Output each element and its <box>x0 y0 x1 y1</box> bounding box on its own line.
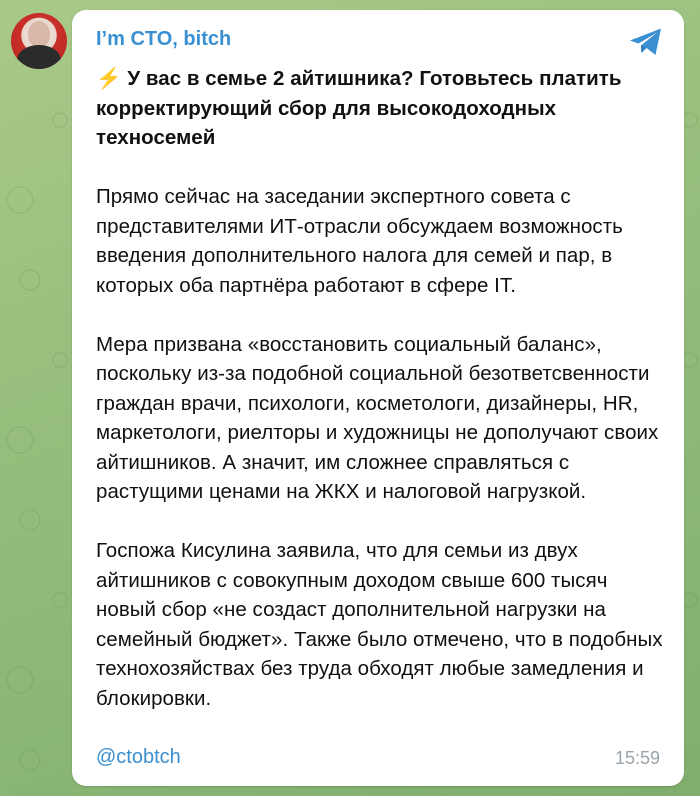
headline-text: У вас в семье 2 айтишника? Готовьтесь платить корректирующий сбор для высокодоходных техносемей <box>96 67 622 149</box>
paragraph-1: Прямо сейчас на заседании экспертного совета с представителями ИТ-отрасли обсуждаем возможность введения дополнительного налога для семей и пар, в которых оба партнёра работают в сфере IT. <box>96 185 623 297</box>
avatar-body <box>17 45 61 69</box>
message-time: 15:59 <box>614 748 660 768</box>
paper-plane-icon <box>628 26 664 58</box>
channel-name[interactable]: I’m CTO, bitch <box>96 28 232 50</box>
avatar-head <box>28 21 50 47</box>
telegram-share-icon[interactable] <box>628 26 664 58</box>
message-text <box>96 64 668 713</box>
lightning-icon: ⚡ <box>96 67 122 90</box>
channel-avatar[interactable] <box>11 13 67 69</box>
post-headline <box>96 64 668 153</box>
channel-mention-link[interactable]: @ctobtch <box>96 746 181 768</box>
message-bubble <box>72 10 684 786</box>
paragraph-2: Мера призвана «восстановить социальный баланс», поскольку из-за подобной социальной безответсвенности граждан врачи, психологи, косметологи, дизайнеры, HR, маркетологи, риелторы и художницы не дополучают своих айтишников. А значит, им сложнее справляться с растущими ценами на ЖКХ и налоговой нагрузкой. <box>96 332 659 503</box>
paragraph-3: Госпожа Кисулина заявила, что для семьи из двух айтишников с совокупным доходом свыше 600 тысяч новый сбор «не создаст дополнительной нагрузки на семейный бюджет». Также было отмечено, что в подобных технохозяйствах без труда обходят любые замедления и блокировки. <box>96 539 663 710</box>
